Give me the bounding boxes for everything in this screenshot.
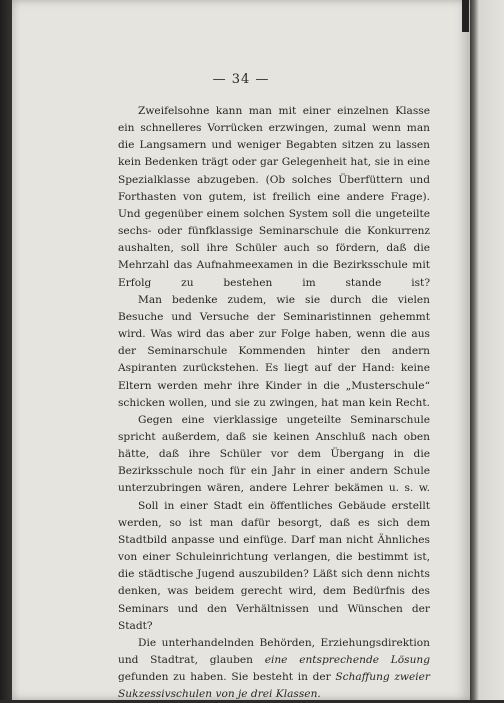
scan-clip [462, 0, 469, 32]
paragraph-5-text-before: Die unterhandelnden Behörden, Erziehungsdirektion und Stadtrat, glauben [118, 636, 430, 666]
paragraph-5-emphasis-1: eine entsprechende Lösung [264, 654, 431, 666]
paragraph-1: Zweifelsohne kann man mit einer einzelnen Klasse ein schnelleres Vorrücken erzwingen, zumal wenn man die Langsamern und weniger Begabten sitzen zu lassen kein Bedenken trägt oder gar Gelegenheit hat, sie in eine Spezialklasse abzugeben. (Ob solches Überfüttern und Forthasten von gutem, ist freilich eine andere Frage). Und gegenüber einem solchen System soll die ungeteilte sechs- oder fünfklassige Seminarschule die Konkurrenz aushalten, soll ihre Schüler auch so fördern, daß die Mehrzahl das Aufnahmeexamen in die Bezirksschule mit Erfolg zu bestehen im stande ist? [118, 105, 430, 289]
paragraph-4: Soll in einer Stadt ein öffentliches Gebäude erstellt werden, so ist man dafür besorgt, daß es sich dem Stadtbild anpasse und einfüge. Darf man nicht Ähnliches von einer Schuleinrichtung verlangen, die bestimmt ist, die städtische Jugend auszubilden? Läßt sich denn nichts denken, was beidem gerecht wird, dem Bedürfnis des Seminars und den Verhältnissen und Wünschen der Stadt? [118, 499, 430, 632]
book-page [12, 0, 470, 700]
body-text [118, 103, 430, 703]
paragraph-3: Gegen eine vierklassige ungeteilte Seminarschule spricht außerdem, daß sie keinen Anschluß nach oben hätte, daß ihre Schüler vor dem Übergang in die Bezirksschule noch für ein Jahr in einer andern Schule unterzubringen wären, andere Lehrer bekämen u. s. w. [118, 413, 430, 495]
adjacent-page-edge [470, 0, 504, 700]
paragraph-5 [118, 635, 430, 703]
paragraph-2: Man bedenke zudem, wie sie durch die vielen Besuche und Versuche der Seminaristinnen gehemmt wird. Was wird das aber zur Folge haben, wenn die aus der Seminarschule Kommenden hinter den andern Aspiranten zurückstehen. Es liegt auf der Hand: keine Eltern werden mehr ihre Kinder in die „Musterschule“ schicken wollen, und sie zu zwingen, hat man kein Recht. [118, 293, 430, 409]
paragraph-5-emphasis-2: Schaffung zweier Sukzessivschulen von je drei Klassen. [118, 671, 430, 701]
paragraph-5-text-middle: gefunden zu haben. Sie besteht in der [118, 671, 336, 684]
page-number: — 34 — [212, 72, 270, 87]
